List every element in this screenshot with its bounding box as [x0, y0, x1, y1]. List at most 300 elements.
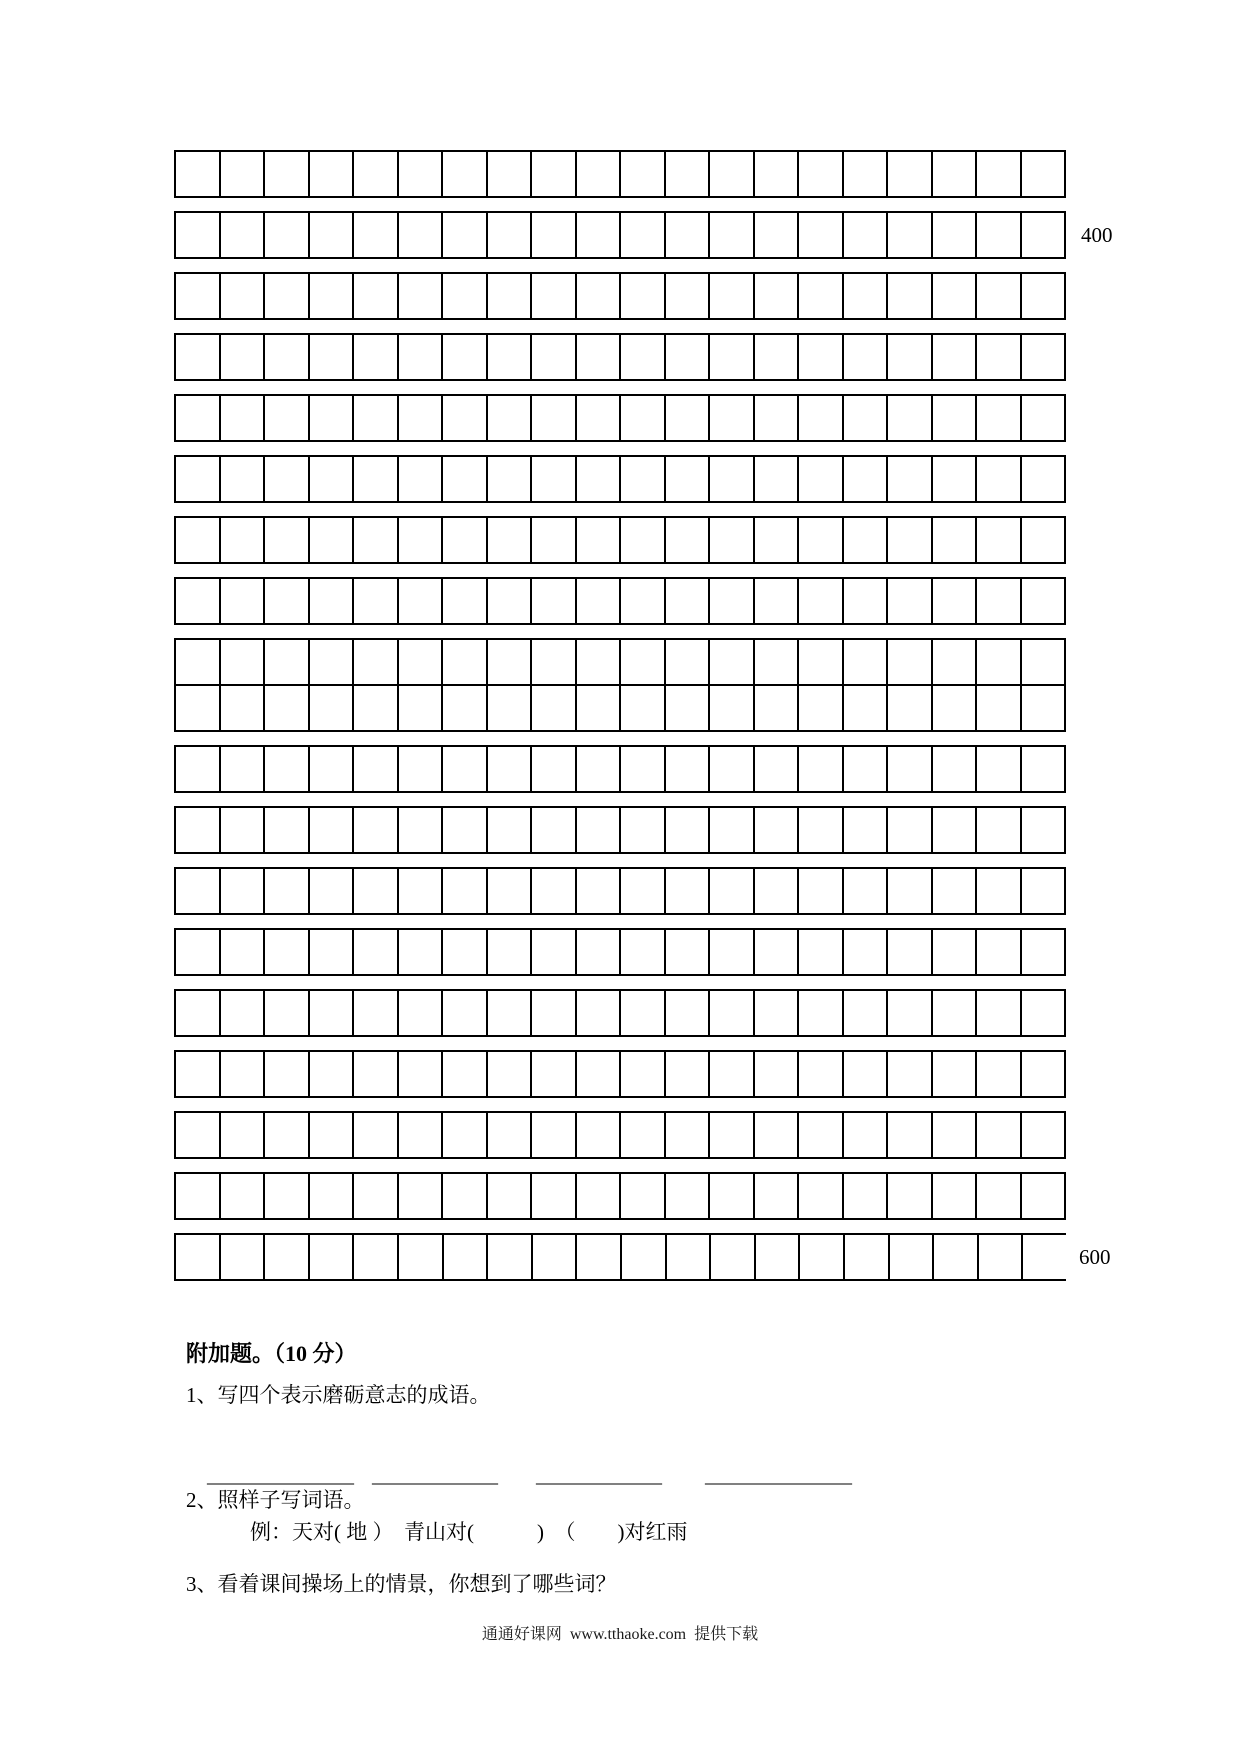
- grid-cell: [931, 1113, 976, 1157]
- grid-cell: [619, 1052, 664, 1096]
- grid-cell: [797, 991, 842, 1035]
- grid-cell: [708, 1174, 753, 1218]
- grid-cell: [530, 808, 575, 852]
- grid-cell: [352, 335, 397, 379]
- grid-cell: [975, 869, 1020, 913]
- grid-cell: [397, 274, 442, 318]
- grid-cell: [308, 1113, 353, 1157]
- grid-cell: [441, 1052, 486, 1096]
- grid-cell: [352, 274, 397, 318]
- grid-cell: [975, 991, 1020, 1035]
- grid-cell: [886, 274, 931, 318]
- grid-cell: [530, 1113, 575, 1157]
- grid-cell: [308, 1052, 353, 1096]
- grid-cell: [619, 808, 664, 852]
- grid-cell: [486, 579, 531, 623]
- answer-blank: ———————: [207, 1470, 354, 1494]
- grid-cell: [441, 274, 486, 318]
- grid-cell: [308, 213, 353, 257]
- grid-cell: [1020, 747, 1065, 791]
- grid-cell: [931, 518, 976, 562]
- grid-cell: [486, 1235, 531, 1279]
- grid-cell: [931, 640, 976, 684]
- grid-cell: [886, 335, 931, 379]
- grid-cell: [1020, 1113, 1065, 1157]
- grid-cell: [931, 335, 976, 379]
- grid-cell: [263, 396, 308, 440]
- grid-cell: [219, 686, 264, 730]
- grid-cell: [975, 747, 1020, 791]
- grid-cell: [842, 991, 887, 1035]
- grid-cell: [664, 747, 709, 791]
- grid-cell: [753, 152, 798, 196]
- grid-cell: [486, 1052, 531, 1096]
- grid-cell: [798, 1235, 843, 1279]
- grid-cell: [619, 686, 664, 730]
- grid-cell: [753, 274, 798, 318]
- grid-cell: [931, 930, 976, 974]
- grid-cell: [708, 274, 753, 318]
- grid-cell: [530, 869, 575, 913]
- grid-cell: [441, 335, 486, 379]
- grid-cell: [664, 457, 709, 501]
- grid-cell: [308, 457, 353, 501]
- grid-cell: [263, 930, 308, 974]
- grid-cell: [397, 1052, 442, 1096]
- grid-cell: [441, 1113, 486, 1157]
- grid-cell: [397, 579, 442, 623]
- grid-cell: [441, 1174, 486, 1218]
- grid-cell: [575, 686, 620, 730]
- grid-row: [174, 745, 1066, 793]
- grid-cell: [530, 518, 575, 562]
- grid-cell: [219, 747, 264, 791]
- grid-row: [174, 1111, 1066, 1159]
- grid-cell: [842, 1052, 887, 1096]
- answer-blank: ———————: [705, 1470, 852, 1494]
- grid-cell: [219, 518, 264, 562]
- grid-cell: [263, 747, 308, 791]
- grid-cell: [619, 274, 664, 318]
- grid-cell: [530, 747, 575, 791]
- grid-cell: [619, 1113, 664, 1157]
- grid-cell: [263, 152, 308, 196]
- grid-cell: [708, 518, 753, 562]
- grid-cell: [931, 869, 976, 913]
- grid-cell: [931, 991, 976, 1035]
- grid-cell: [442, 1235, 487, 1279]
- grid-cell: [842, 518, 887, 562]
- grid-cell: [486, 1174, 531, 1218]
- grid-cell: [530, 640, 575, 684]
- grid-cell: [664, 808, 709, 852]
- grid-cell: [975, 457, 1020, 501]
- grid-cell: [219, 1235, 264, 1279]
- grid-cell: [530, 579, 575, 623]
- site-watermark-footer: 通通好课网 www.tthaoke.com 提供下载: [481, 1626, 759, 1643]
- grid-cell: [263, 1052, 308, 1096]
- grid-cell: [664, 686, 709, 730]
- grid-cell: [619, 991, 664, 1035]
- grid-cell: [176, 640, 219, 684]
- grid-cell: [619, 579, 664, 623]
- grid-cell: [176, 1235, 219, 1279]
- grid-cell: [397, 930, 442, 974]
- grid-cell: [1020, 518, 1065, 562]
- grid-cell: [397, 518, 442, 562]
- grid-cell: [263, 457, 308, 501]
- grid-cell: [263, 274, 308, 318]
- grid-cell: [975, 1052, 1020, 1096]
- grid-cell: [797, 396, 842, 440]
- grid-cell: [397, 686, 442, 730]
- grid-cell: [263, 579, 308, 623]
- grid-cell: [842, 640, 887, 684]
- grid-row: [174, 1233, 1066, 1281]
- grid-cell: [308, 152, 353, 196]
- grid-cell: [308, 991, 353, 1035]
- grid-cell: [886, 1174, 931, 1218]
- grid-cell: [842, 335, 887, 379]
- grid-cell: [397, 1113, 442, 1157]
- grid-cell: [308, 640, 353, 684]
- grid-cell: [797, 1113, 842, 1157]
- grid-cell: [441, 457, 486, 501]
- grid-cell: [530, 1052, 575, 1096]
- grid-cell: [886, 152, 931, 196]
- grid-cell: [975, 152, 1020, 196]
- grid-cell: [842, 747, 887, 791]
- grid-cell: [753, 640, 798, 684]
- grid-cell: [664, 869, 709, 913]
- grid-cell: [575, 152, 620, 196]
- grid-cell: [308, 686, 353, 730]
- grid-cell: [352, 213, 397, 257]
- grid-cell: [753, 930, 798, 974]
- grid-row: [174, 333, 1066, 381]
- grid-cell: [176, 1113, 219, 1157]
- grid-cell: [708, 640, 753, 684]
- grid-cell: [575, 457, 620, 501]
- grid-cell: [352, 640, 397, 684]
- grid-cell: [308, 808, 353, 852]
- grid-cell: [664, 1052, 709, 1096]
- grid-cell: [619, 869, 664, 913]
- grid-cell: [352, 808, 397, 852]
- grid-cell: [931, 686, 976, 730]
- question-1: 1、写四个表示磨砺意志的成语。: [186, 1383, 491, 1407]
- grid-cell: [619, 930, 664, 974]
- grid-cell: [575, 518, 620, 562]
- grid-cell: [708, 457, 753, 501]
- grid-cell: [263, 518, 308, 562]
- grid-cell: [1020, 1174, 1065, 1218]
- grid-cell: [575, 579, 620, 623]
- grid-cell: [352, 396, 397, 440]
- grid-cell: [975, 518, 1020, 562]
- grid-cell: [842, 274, 887, 318]
- grid-cell: [753, 213, 798, 257]
- grid-cell: [575, 396, 620, 440]
- grid-cell: [886, 518, 931, 562]
- grid-cell: [176, 869, 219, 913]
- grid-cell: [1020, 930, 1065, 974]
- grid-row: [174, 1172, 1066, 1220]
- grid-cell: [219, 152, 264, 196]
- grid-cell: [709, 1235, 754, 1279]
- grid-cell: [886, 991, 931, 1035]
- grid-cell: [530, 274, 575, 318]
- grid-cell: [753, 396, 798, 440]
- grid-cell: [931, 1052, 976, 1096]
- grid-cell: [619, 152, 664, 196]
- grid-cell: [397, 457, 442, 501]
- grid-cell: [486, 991, 531, 1035]
- grid-cell: [219, 1174, 264, 1218]
- grid-cell: [842, 930, 887, 974]
- grid-cell: [931, 274, 976, 318]
- grid-cell: [664, 518, 709, 562]
- grid-cell: [1020, 335, 1065, 379]
- grid-cell: [753, 1052, 798, 1096]
- grid-cell: [352, 747, 397, 791]
- grid-cell: [486, 747, 531, 791]
- grid-cell: [352, 991, 397, 1035]
- grid-cell: [1020, 991, 1065, 1035]
- grid-cell: [263, 640, 308, 684]
- question-2-example-line: 例：天对( 地 ） 青山对( ) （ )对红雨: [250, 1520, 688, 1544]
- grid-cell: [931, 1174, 976, 1218]
- grid-cell: [797, 747, 842, 791]
- grid-cell: [1020, 152, 1065, 196]
- grid-cell: [397, 747, 442, 791]
- grid-cell: [708, 396, 753, 440]
- grid-cell: [886, 686, 931, 730]
- grid-cell: [486, 152, 531, 196]
- grid-cell: [219, 1113, 264, 1157]
- grid-cell: [931, 152, 976, 196]
- grid-cell: [708, 808, 753, 852]
- grid-cell: [263, 213, 308, 257]
- grid-cell: [397, 869, 442, 913]
- grid-cell: [486, 213, 531, 257]
- grid-cell: [975, 1174, 1020, 1218]
- grid-cell: [575, 274, 620, 318]
- grid-cell: [219, 869, 264, 913]
- grid-cell: [708, 991, 753, 1035]
- grid-cell: [486, 335, 531, 379]
- answer-blank: ——————: [536, 1470, 662, 1494]
- grid-cell: [753, 457, 798, 501]
- grid-cell: [619, 640, 664, 684]
- grid-cell: [176, 1174, 219, 1218]
- grid-cell: [975, 1113, 1020, 1157]
- grid-cell: [842, 1174, 887, 1218]
- grid-cell: [486, 457, 531, 501]
- grid-cell: [397, 335, 442, 379]
- grid-cell: [397, 991, 442, 1035]
- grid-cell: [753, 991, 798, 1035]
- grid-cell: [753, 747, 798, 791]
- grid-cell: [797, 930, 842, 974]
- grid-cell: [530, 1174, 575, 1218]
- grid-cell: [931, 808, 976, 852]
- grid-cell: [530, 686, 575, 730]
- word-count-marker-400: 400: [1081, 223, 1113, 247]
- grid-cell: [886, 579, 931, 623]
- grid-cell: [352, 579, 397, 623]
- grid-cell: [975, 396, 1020, 440]
- grid-cell: [352, 930, 397, 974]
- grid-cell: [797, 579, 842, 623]
- grid-cell: [797, 213, 842, 257]
- grid-cell: [886, 808, 931, 852]
- grid-cell: [708, 930, 753, 974]
- grid-cell: [975, 930, 1020, 974]
- grid-row: [174, 272, 1066, 320]
- grid-cell: [176, 747, 219, 791]
- grid-cell: [397, 1235, 442, 1279]
- grid-cell: [486, 686, 531, 730]
- grid-cell: [664, 335, 709, 379]
- grid-cell: [397, 396, 442, 440]
- grid-cell: [797, 335, 842, 379]
- grid-cell: [486, 640, 531, 684]
- grid-cell: [708, 1113, 753, 1157]
- grid-cell: [263, 686, 308, 730]
- grid-cell: [219, 396, 264, 440]
- grid-row: [174, 150, 1066, 198]
- grid-cell: [575, 991, 620, 1035]
- grid-cell: [441, 869, 486, 913]
- grid-cell: [530, 335, 575, 379]
- grid-row: [174, 516, 1066, 564]
- grid-cell: [842, 457, 887, 501]
- grid-cell: [441, 747, 486, 791]
- grid-cell: [397, 808, 442, 852]
- grid-cell: [308, 518, 353, 562]
- grid-cell: [1020, 579, 1065, 623]
- grid-cell: [219, 335, 264, 379]
- grid-row: [174, 211, 1066, 259]
- grid-cell: [797, 869, 842, 913]
- grid-cell: [575, 1174, 620, 1218]
- grid-cell: [886, 396, 931, 440]
- grid-cell: [176, 396, 219, 440]
- grid-cell: [708, 869, 753, 913]
- grid-cell: [753, 1174, 798, 1218]
- grid-cell: [797, 518, 842, 562]
- grid-cell: [619, 396, 664, 440]
- grid-cell: [664, 152, 709, 196]
- grid-cell: [397, 1174, 442, 1218]
- grid-cell: [753, 518, 798, 562]
- grid-cell: [1020, 869, 1065, 913]
- question-3: 3、看着课间操场上的情景，你想到了哪些词？: [186, 1572, 617, 1596]
- grid-cell: [664, 213, 709, 257]
- grid-cell: [575, 213, 620, 257]
- grid-cell: [797, 640, 842, 684]
- grid-cell: [308, 335, 353, 379]
- grid-cell: [665, 1235, 710, 1279]
- grid-cell: [575, 747, 620, 791]
- grid-cell: [486, 1113, 531, 1157]
- grid-cell: [753, 579, 798, 623]
- grid-cell: [843, 1235, 888, 1279]
- grid-cell: [931, 213, 976, 257]
- grid-cell: [263, 1235, 308, 1279]
- grid-cell: [1020, 213, 1065, 257]
- grid-cell: [441, 396, 486, 440]
- grid-cell: [531, 1235, 576, 1279]
- grid-cell: [486, 869, 531, 913]
- grid-cell: [441, 213, 486, 257]
- grid-cell: [308, 1235, 353, 1279]
- grid-cell: [219, 579, 264, 623]
- grid-cell: [219, 991, 264, 1035]
- grid-cell: [664, 274, 709, 318]
- grid-cell: [842, 1113, 887, 1157]
- grid-cell: [530, 457, 575, 501]
- grid-cell: [886, 747, 931, 791]
- grid-cell: [176, 579, 219, 623]
- grid-cell: [664, 1174, 709, 1218]
- grid-cell: [263, 869, 308, 913]
- grid-cell: [886, 1052, 931, 1096]
- grid-row: [174, 989, 1066, 1037]
- grid-cell: [441, 686, 486, 730]
- grid-cell: [753, 686, 798, 730]
- grid-cell: [441, 930, 486, 974]
- grid-cell: [530, 991, 575, 1035]
- grid-cell: [753, 808, 798, 852]
- grid-cell: [486, 274, 531, 318]
- grid-cell: [352, 1174, 397, 1218]
- grid-cell: [975, 579, 1020, 623]
- grid-cell: [441, 518, 486, 562]
- grid-cell: [1020, 396, 1065, 440]
- grid-row: [174, 577, 1066, 625]
- grid-cell: [975, 213, 1020, 257]
- grid-cell: [397, 640, 442, 684]
- grid-cell: [352, 518, 397, 562]
- grid-cell: [176, 1052, 219, 1096]
- grid-cell: [308, 930, 353, 974]
- grid-cell: [619, 213, 664, 257]
- grid-cell: [842, 213, 887, 257]
- grid-cell: [352, 869, 397, 913]
- grid-cell: [619, 335, 664, 379]
- grid-cell: [176, 457, 219, 501]
- grid-cell: [797, 1174, 842, 1218]
- answer-blank: ——————: [372, 1470, 498, 1494]
- grid-cell: [219, 1052, 264, 1096]
- grid-cell: [664, 991, 709, 1035]
- grid-cell: [753, 335, 798, 379]
- grid-cell: [352, 1113, 397, 1157]
- grid-cell: [1021, 1235, 1066, 1279]
- grid-cell: [530, 396, 575, 440]
- grid-cell: [1020, 808, 1065, 852]
- grid-row: [174, 1050, 1066, 1098]
- grid-cell: [352, 457, 397, 501]
- grid-cell: [176, 152, 219, 196]
- grid-cell: [263, 335, 308, 379]
- grid-row: [174, 638, 1066, 686]
- grid-cell: [441, 640, 486, 684]
- grid-cell: [441, 579, 486, 623]
- grid-cell: [441, 808, 486, 852]
